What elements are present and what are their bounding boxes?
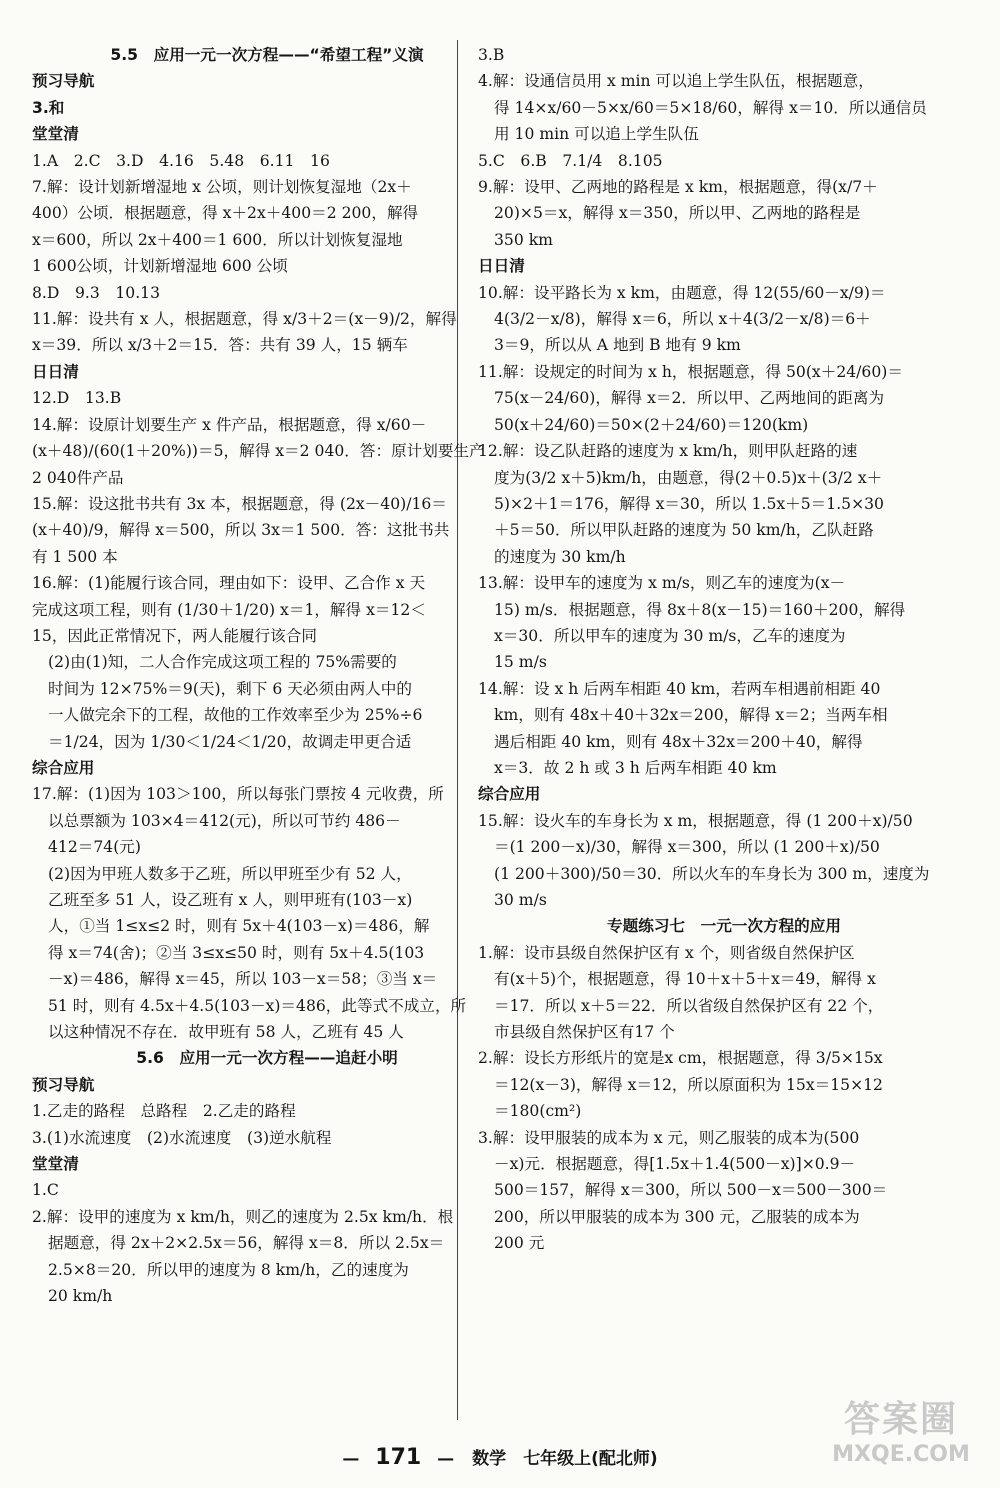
answer-continuation: 200，所以甲服装的成本为 300 元，乙服装的成本为 bbox=[494, 1207, 860, 1226]
answer-line: 3.(1)水流速度 (2)水流速度 (3)逆水航程 bbox=[32, 1128, 332, 1147]
footer-dash-right: — bbox=[437, 1449, 455, 1469]
answer-line: 11.解：设规定的时间为 x h，根据题意，得 50(x＋24/60)＝ bbox=[478, 362, 903, 381]
book-subject: 数学 七年级上(配北师) bbox=[472, 1449, 658, 1469]
answer-continuation: 乙班至多 51 人，设乙班有 x 人，则甲班有(103－x) bbox=[48, 891, 413, 909]
answer-line: 3.B bbox=[478, 46, 505, 64]
page-number: 171 bbox=[375, 1445, 422, 1470]
section-heading: 日日清 bbox=[32, 362, 79, 381]
answer-continuation: km，则有 48x＋40＋32x＝200，解得 x＝2；当两车相 bbox=[494, 706, 888, 725]
answer-continuation: 时间为 12×75%＝9(天)，剩下 6 天必须由两人中的 bbox=[48, 679, 412, 698]
answer-continuation: (2)由(1)知，二人合作完成这项工程的 75%需要的 bbox=[48, 653, 397, 672]
answer-continuation: 50(x＋24/60)＝50×(2＋24/60)＝120(km) bbox=[494, 415, 809, 434]
answer-continuation: ＝(1 200－x)/30，解得 x＝300，所以 (1 200＋x)/50 bbox=[494, 838, 880, 857]
answer-line: 13.解：设甲车的速度为 x m/s，则乙车的速度为(x－ bbox=[478, 574, 846, 593]
answer-continuation: 500＝157，解得 x＝300，所以 500－x＝500－300＝ bbox=[494, 1181, 888, 1200]
answer-line: 14.解：设 x h 后两车相距 40 km，若两车相遇前相距 40 bbox=[478, 679, 881, 698]
watermark-logo: 答案圈 bbox=[843, 1399, 958, 1440]
answer-continuation: 200 元 bbox=[494, 1234, 545, 1253]
answer-continuation: 人，①当 1≤x≤2 时，则有 5x＋4(103－x)＝486，解 bbox=[48, 917, 430, 936]
section-heading: 预习导航 bbox=[32, 1075, 95, 1094]
answer-line: (x＋40)/9，解得 x＝500，所以 3x＝1 500．答：这批书共 bbox=[32, 521, 450, 540]
answer-continuation: ＝12(x－3)，解得 x＝12，所以原面积为 15x＝15×12 bbox=[494, 1075, 883, 1094]
answer-continuation: x＝3．故 2 h 或 3 h 后两车相距 40 km bbox=[494, 758, 777, 777]
answer-continuation: －x)＝486，解得 x＝45，所以 103－x＝58；③当 x＝ bbox=[48, 970, 438, 989]
section-title: 5.6 应用一元一次方程——追赶小明 bbox=[136, 1049, 398, 1068]
answer-continuation: 15) m/s．根据题意，得 8x＋8(x－15)＝160＋200，解得 bbox=[494, 600, 906, 619]
answer-continuation: 3＝9，所以从 A 地到 B 地有 9 km bbox=[494, 336, 741, 355]
answer-line: 1 600公顷，计划新增湿地 600 公顷 bbox=[32, 257, 288, 276]
answer-line: x＝600，所以 2x＋400＝1 600．所以计划恢复湿地 bbox=[32, 230, 403, 249]
answer-line: 有 1 500 本 bbox=[32, 547, 118, 566]
watermark bbox=[826, 1398, 976, 1478]
section-heading: 综合应用 bbox=[478, 785, 541, 804]
section-heading: 堂堂清 bbox=[32, 125, 79, 144]
answer-line: 2.解：设甲的速度为 x km/h，则乙的速度为 2.5x km/h．根 bbox=[32, 1207, 454, 1226]
answer-continuation: 以总票额为 103×4＝412(元)，所以可节约 486－ bbox=[48, 811, 401, 830]
right-column bbox=[478, 42, 970, 1257]
answer-continuation: 30 m/s bbox=[494, 891, 547, 909]
answer-continuation: 以这种情况不存在．故甲班有 58 人，乙班有 45 人 bbox=[48, 1023, 404, 1042]
answer-continuation: 用 10 min 可以追上学生队伍 bbox=[494, 125, 699, 144]
answer-line: 9.解：设甲、乙两地的路程是 x km，根据题意，得(x/7＋ bbox=[478, 178, 878, 197]
section-heading: 3.和 bbox=[32, 98, 65, 117]
answer-line: 1.乙走的路程 总路程 2.乙走的路程 bbox=[32, 1102, 296, 1121]
answer-line: 1.C bbox=[32, 1181, 59, 1200]
section-heading: 堂堂清 bbox=[32, 1155, 79, 1174]
answer-line: 完成这项工程，则有 (1/30＋1/20) x＝1，解得 x＝12＜ bbox=[32, 600, 426, 619]
answer-continuation: ＝180(cm²) bbox=[494, 1102, 582, 1121]
answer-line: 7.解：设计划新增湿地 x 公顷，则计划恢复湿地（2x＋ bbox=[32, 178, 412, 197]
section-heading: 综合应用 bbox=[32, 758, 95, 777]
answer-continuation: 20 km/h bbox=[48, 1287, 113, 1306]
answer-continuation: 4(3/2－x/8)，解得 x＝6，所以 x＋4(3/2－x/8)＝6＋ bbox=[494, 310, 871, 329]
answer-line: 2.解：设长方形纸片的宽是x cm，根据题意，得 3/5×15x bbox=[478, 1049, 883, 1068]
answer-line: 1.解：设市县级自然保护区有 x 个，则省级自然保护区 bbox=[478, 943, 855, 962]
section-heading: 日日清 bbox=[478, 257, 525, 276]
answer-continuation: 的速度为 30 km/h bbox=[494, 547, 626, 566]
answer-continuation: 遇后相距 40 km，则有 48x＋32x＝200＋40，解得 bbox=[494, 732, 863, 751]
answer-continuation: 350 km bbox=[494, 230, 553, 249]
answer-continuation: 51 时，则有 4.5x＋4.5(103－x)＝486，此等式不成立，所 bbox=[48, 996, 467, 1015]
answer-line: 12.解：设乙队赶路的速度为 x km/h，则甲队赶路的速 bbox=[478, 442, 858, 461]
answer-line: 15，因此正常情况下，两人能履行该合同 bbox=[32, 626, 317, 645]
answer-continuation: 75(x－24/60)，解得 x＝2．所以甲、乙两地间的距离为 bbox=[494, 389, 885, 408]
answer-line: 3.解：设甲服装的成本为 x 元，则乙服装的成本为(500 bbox=[478, 1128, 860, 1147]
answer-line: 15.解：设火车的车身长为 x m，根据题意，得 (1 200＋x)/50 bbox=[478, 811, 913, 830]
answer-continuation: 2.5×8＝20．所以甲的速度为 8 km/h，乙的速度为 bbox=[48, 1260, 409, 1279]
answer-continuation: －x)元．根据题意，得[1.5x＋1.4(500－x)]×0.9－ bbox=[494, 1155, 856, 1174]
answer-line: 2 040件产品 bbox=[32, 468, 124, 487]
answer-line: 16.解：(1)能履行该合同，理由如下：设甲、乙合作 x 天 bbox=[32, 574, 426, 593]
answer-line: 15.解：设这批书共有 3x 本，根据题意，得 (2x－40)/16＝ bbox=[32, 494, 447, 513]
section-title: 5.5 应用一元一次方程——“希望工程”义演 bbox=[110, 46, 424, 64]
answer-line: 1.A 2.C 3.D 4.16 5.48 6.11 16 bbox=[32, 151, 330, 170]
answer-continuation: (2)因为甲班人数多于乙班，所以甲班至少有 52 人， bbox=[48, 864, 412, 883]
answer-continuation: 5)×2＋1＝176，解得 x＝30，所以 1.5x＋5＝1.5×30 bbox=[494, 494, 884, 513]
answer-line: 12.D 13.B bbox=[32, 389, 122, 408]
answer-continuation: 得 14×x/60－5×x/60＝5×18/60，解得 x＝10．所以通信员 bbox=[494, 98, 927, 117]
answer-line: 17.解：(1)因为 103＞100，所以每张门票按 4 元收费，所 bbox=[32, 785, 444, 804]
answer-continuation: ＝1/24，因为 1/30＜1/24＜1/20，故调走甲更合适 bbox=[48, 732, 412, 751]
left-column bbox=[32, 42, 502, 1310]
answer-continuation: (1 200＋300)/50＝30．所以火车的车身长为 300 m，速度为 bbox=[494, 864, 930, 883]
answer-line: 4.解：设通信员用 x min 可以追上学生队伍，根据题意， bbox=[478, 72, 874, 91]
answer-line: 10.解：设平路长为 x km，由题意，得 12(55/60－x/9)＝ bbox=[478, 283, 886, 302]
answer-continuation: 有(x＋5)个，根据题意，得 10＋x＋5＋x＝49，解得 x bbox=[494, 970, 876, 989]
answer-continuation: x＝30．所以甲车的速度为 30 m/s，乙车的速度为 bbox=[494, 626, 846, 645]
answer-line: 5.C 6.B 7.1/4 8.105 bbox=[478, 151, 663, 170]
answer-continuation: 15 m/s bbox=[494, 653, 547, 672]
answer-continuation: 度为(3/2 x＋5)km/h，由题意，得(2＋0.5)x＋(3/2 x＋ bbox=[494, 468, 883, 487]
answer-continuation: ＋5＝50．所以甲队赶路的速度为 50 km/h，乙队赶路 bbox=[494, 521, 874, 540]
answer-continuation: 20)×5＝x，解得 x＝350，所以甲、乙两地的路程是 bbox=[494, 204, 861, 223]
answer-line: 11.解：设共有 x 人，根据题意，得 x/3＋2＝(x－9)/2，解得 bbox=[32, 310, 457, 329]
footer-dash-left: — bbox=[342, 1449, 360, 1469]
answer-line: x＝39．所以 x/3＋2＝15．答：共有 39 人，15 辆车 bbox=[32, 336, 408, 355]
answer-line: (x＋48)/(60(1＋20%))＝5，解得 x＝2 040．答：原计划要生产 bbox=[32, 442, 485, 461]
section-title: 专题练习七 一元一次方程的应用 bbox=[607, 917, 841, 936]
answer-line: 400）公顷．根据题意，得 x＋2x＋400＝2 200，解得 bbox=[32, 204, 419, 223]
answer-line: 14.解：设原计划要生产 x 件产品，根据题意，得 x/60－ bbox=[32, 415, 427, 434]
answer-continuation: 得 x＝74(舍)；②当 3≤x≤50 时，则有 5x＋4.5(103 bbox=[48, 943, 425, 962]
answer-continuation: 据题意，得 2x＋2×2.5x＝56，解得 x＝8．所以 2.5x＝ bbox=[48, 1234, 445, 1253]
watermark-url: MXQE.COM bbox=[832, 1442, 970, 1467]
section-heading: 预习导航 bbox=[32, 72, 95, 91]
answer-continuation: 市县级自然保护区有17 个 bbox=[494, 1023, 675, 1042]
answer-continuation: ＝17．所以 x＋5＝22．所以省级自然保护区有 22 个， bbox=[494, 996, 884, 1015]
answer-line: 8.D 9.3 10.13 bbox=[32, 283, 161, 302]
answer-continuation: 412＝74(元) bbox=[48, 838, 141, 857]
answer-continuation: 一人做完余下的工程，故他的工作效率至少为 25%÷6 bbox=[48, 706, 423, 725]
